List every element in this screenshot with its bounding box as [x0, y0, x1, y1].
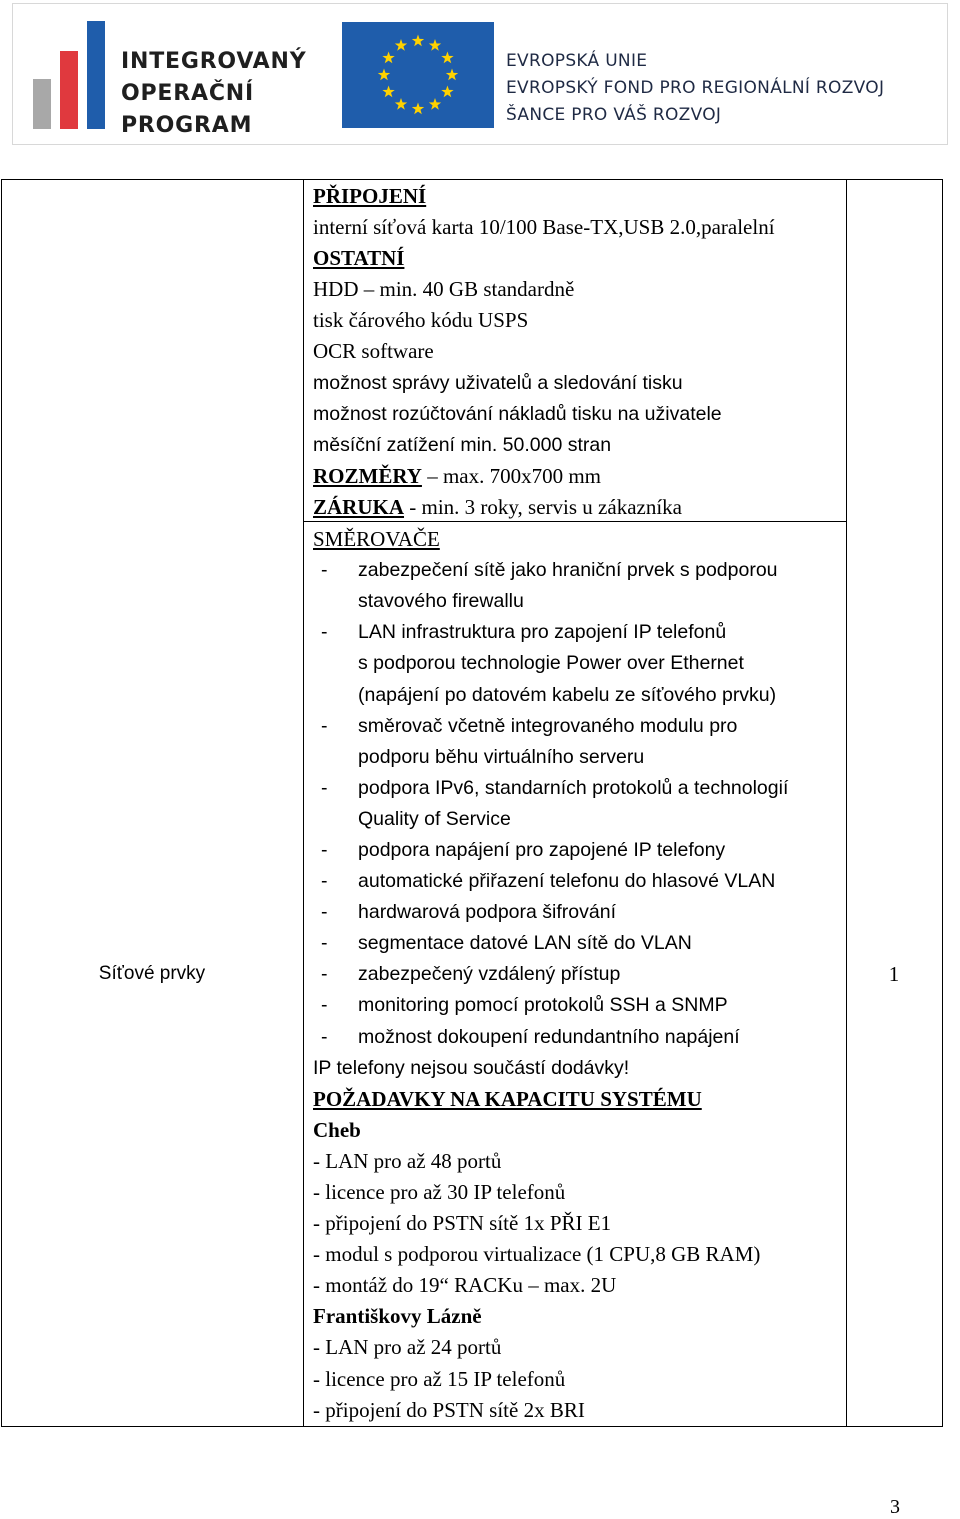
router-feature-text: segmentace datové LAN sítě do VLAN	[358, 932, 692, 955]
bullet-dash: -	[321, 932, 328, 955]
other-line: OCR software	[313, 339, 434, 364]
iop-logo-text	[121, 46, 306, 142]
router-feature-item	[313, 990, 841, 1021]
capacity-heading: POŽADAVKY NA KAPACITU SYSTÉMU	[313, 1086, 702, 1111]
router-feature-item	[313, 555, 841, 586]
router-feature-text: podpora IPv6, standarních protokolů a technologií	[358, 776, 789, 799]
other-heading: OSTATNÍ	[313, 246, 405, 271]
dimensions-heading: ROZMĚRY	[313, 463, 422, 488]
connection-heading: PŘIPOJENÍ	[313, 184, 427, 208]
bullet-dash: -	[321, 994, 328, 1017]
bullet-dash: -	[321, 901, 328, 924]
eu-line-3: ŠANCE PRO VÁŠ ROZVOJ	[506, 105, 722, 125]
router-feature-item	[313, 742, 841, 773]
frantiskovy-lazne-heading: Františkovy Lázně	[313, 1304, 482, 1329]
router-feature-text: možnost dokoupení redundantního napájení	[358, 1025, 740, 1048]
router-feature-item	[313, 897, 841, 928]
connection-text: interní síťová karta 10/100 Base-TX,USB 2.0,paralelní	[313, 215, 775, 240]
cheb-line: - modul s podporou virtualizace (1 CPU,8 GB RAM)	[313, 1242, 761, 1267]
cheb-heading: Cheb	[313, 1117, 361, 1142]
table-divider-left	[303, 179, 304, 1427]
router-feature-text: monitoring pomocí protokolů SSH a SNMP	[358, 994, 728, 1017]
router-feature-text: automatické přiřazení telefonu do hlasové VLAN	[358, 870, 776, 893]
iop-line-1: INTEGROVANÝ	[121, 49, 307, 74]
bullet-dash: -	[321, 1025, 328, 1048]
router-feature-item	[313, 648, 841, 679]
router-feature-item	[313, 835, 841, 866]
bullet-dash	[313, 804, 358, 835]
other-line: měsíční zatížení min. 50.000 stran	[313, 433, 612, 456]
router-feature-text: zabezpečení sítě jako hraniční prvek s podporou	[358, 559, 778, 582]
router-feature-text: Quality of Service	[358, 807, 511, 830]
fl-line: - LAN pro až 24 portů	[313, 1335, 502, 1360]
bullet-dash: -	[321, 776, 328, 799]
routers-heading: SMĚROVAČE	[313, 527, 440, 552]
other-line: možnost správy uživatelů a sledování tisku	[313, 371, 683, 394]
warranty-heading: ZÁRUKA	[313, 494, 405, 519]
router-feature-item	[313, 928, 841, 959]
router-feature-item	[313, 680, 841, 711]
router-feature-list	[313, 555, 841, 1053]
router-feature-text: směrovač včetně integrovaného modulu pro	[358, 714, 738, 737]
eu-flag-icon	[342, 22, 494, 128]
bullet-dash	[313, 680, 358, 711]
warranty-text: - min. 3 roky, servis u zákazníka	[404, 494, 682, 519]
description-cell	[313, 181, 841, 1426]
iop-logo-icon	[33, 21, 123, 129]
bullet-dash	[313, 648, 358, 679]
iop-line-2: OPERAČNÍ	[121, 81, 254, 106]
bullet-dash	[313, 586, 358, 617]
bullet-dash: -	[321, 963, 328, 986]
dimensions-text: – max. 700x700 mm	[421, 463, 602, 488]
eu-logo-text	[506, 48, 884, 129]
bullet-dash: -	[321, 838, 328, 861]
router-feature-text: s podporou technologie Power over Ethernet	[358, 652, 744, 675]
cheb-line: - připojení do PSTN sítě 1x PŘI E1	[313, 1211, 612, 1236]
header-logo-bar	[12, 3, 948, 145]
row-label-cell: Síťové prvky	[98, 963, 206, 984]
router-feature-item	[313, 959, 841, 990]
other-line: HDD – min. 40 GB standardně	[313, 277, 575, 302]
bullet-dash: -	[321, 559, 328, 582]
router-feature-text: LAN infrastruktura pro zapojení IP telefonů	[358, 621, 727, 644]
router-feature-text: hardwarová podpora šifrování	[358, 901, 616, 924]
fl-line: - připojení do PSTN sítě 2x BRI	[313, 1397, 585, 1422]
cheb-line: - montáž do 19“ RACKu – max. 2U	[313, 1273, 617, 1298]
table-divider-right	[846, 179, 847, 1427]
bullet-dash: -	[321, 870, 328, 893]
router-feature-item	[313, 711, 841, 742]
router-feature-item	[313, 804, 841, 835]
router-feature-text: (napájení po datovém kabelu ze síťového prvku)	[358, 683, 777, 706]
iop-line-3: PROGRAM	[121, 113, 253, 138]
router-feature-text: podpora napájení pro zapojené IP telefony	[358, 838, 726, 861]
router-feature-text: zabezpečený vzdálený přístup	[358, 963, 621, 986]
router-feature-item	[313, 617, 841, 648]
cheb-line: - licence pro až 30 IP telefonů	[313, 1180, 566, 1204]
eu-line-1: EVROPSKÁ UNIE	[506, 51, 648, 71]
router-feature-item	[313, 1022, 841, 1053]
bullet-dash: -	[321, 621, 328, 644]
fl-line: - licence pro až 15 IP telefonů	[313, 1366, 566, 1391]
router-feature-item	[313, 866, 841, 897]
bullet-dash	[313, 742, 358, 773]
router-feature-text: podporu běhu virtuálního serveru	[358, 745, 645, 768]
cheb-line: - LAN pro až 48 portů	[313, 1148, 502, 1173]
router-feature-item	[313, 773, 841, 804]
page-number: 3	[890, 1496, 900, 1518]
bullet-dash: -	[321, 714, 328, 737]
ip-phones-note: IP telefony nejsou součástí dodávky!	[313, 1056, 630, 1079]
other-line: možnost rozúčtování nákladů tisku na uživatele	[313, 402, 722, 425]
quantity-cell: 1	[888, 962, 900, 986]
router-feature-text: stavového firewallu	[358, 590, 524, 613]
other-line: tisk čárového kódu USPS	[313, 308, 529, 333]
router-feature-item	[313, 586, 841, 617]
eu-line-2: EVROPSKÝ FOND PRO REGIONÁLNÍ ROZVOJ	[506, 78, 885, 98]
